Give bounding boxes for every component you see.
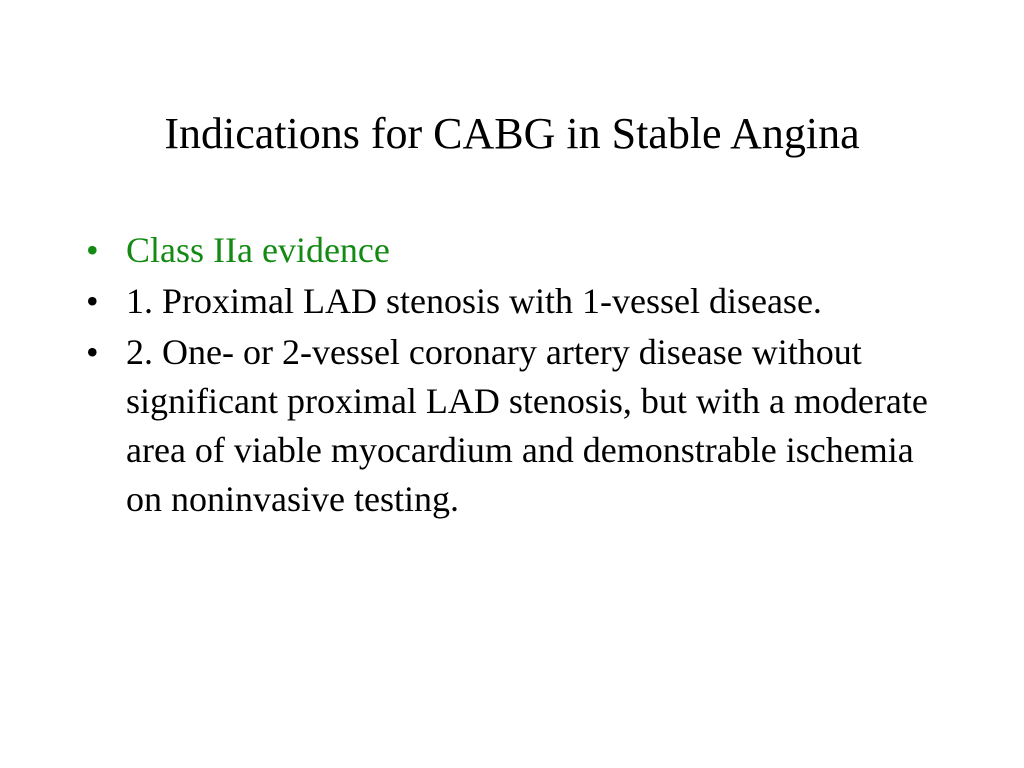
bullet-text: Class IIa evidence (126, 230, 390, 270)
bullet-marker: • (86, 332, 99, 372)
bullet-text: 1. Proximal LAD stenosis with 1-vessel disease. (126, 281, 822, 321)
slide-title: Indications for CABG in Stable Angina (164, 109, 860, 158)
bullet-marker: • (86, 230, 99, 270)
bullet-list (86, 226, 946, 526)
bullet-item-vessel-disease (86, 328, 946, 524)
bullet-text: 2. One- or 2-vessel coronary artery disease without significant proximal LAD stenosis, but with a moderate area of viable myocardium and demonstrable ischemia on noninvasive testing. (126, 332, 928, 519)
bullet-item-proximal-lad (86, 277, 946, 326)
bullet-marker: • (86, 281, 99, 321)
bullet-item-class-iia (86, 226, 946, 275)
